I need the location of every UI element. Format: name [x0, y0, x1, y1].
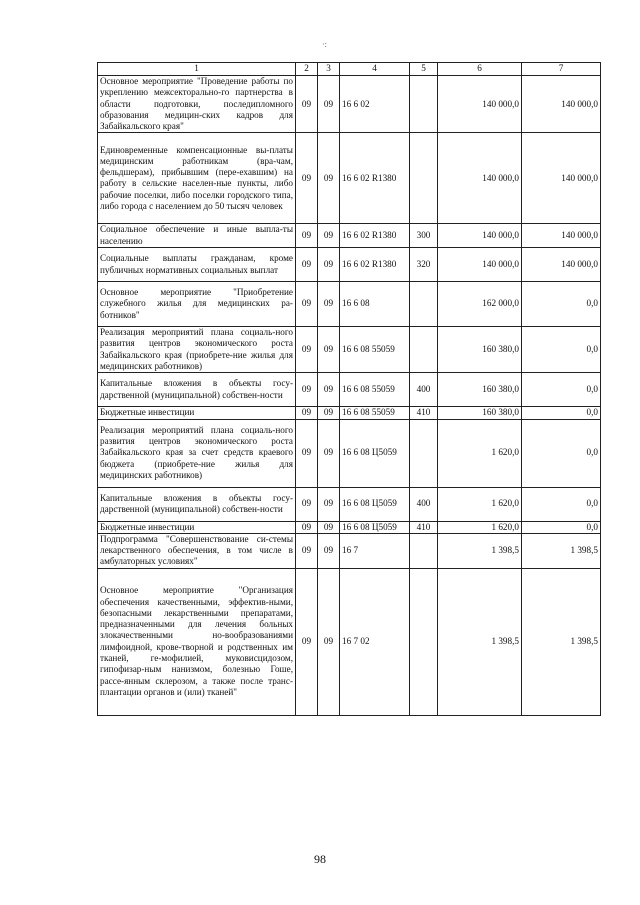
cell-target-code: 16 6 08 55059 — [340, 407, 410, 419]
cell-amount-2: 0,0 — [522, 282, 601, 327]
cell-amount-2: 140 000,0 — [522, 133, 601, 224]
cell-section: 09 — [296, 133, 318, 224]
row-name: Основное мероприятие "Организация обеспечения качественными, эффектив-ными, безопасными лекарственными препаратами, предназначенными для лечения больных злокачественными но-вообразованиями лимфоидной, крове-творной и родственных им тканей, ге-мофилией, муковисцидозом, гипофизар-ным нанизмом, болезнью Гоше, рассе-янным склерозом, а также после транс-плантации органов и (или) тканей" — [98, 568, 296, 715]
cell-target-code: 16 6 02 R1380 — [340, 224, 410, 248]
cell-amount-1: 140 000,0 — [438, 224, 522, 248]
cell-subsection: 09 — [318, 327, 340, 373]
cell-subsection: 09 — [318, 568, 340, 715]
cell-amount-2: 1 398,5 — [522, 568, 601, 715]
col-header-6: 6 — [438, 63, 522, 76]
col-header-1: 1 — [98, 63, 296, 76]
cell-section: 09 — [296, 373, 318, 407]
table-row — [98, 76, 601, 133]
row-name: Основное мероприятие "Проведение работы по укреплению межсекторально-го партнерства в области подготовки, последипломного образования медицин-ских кадров для Забайкальского края" — [98, 76, 296, 133]
cell-expense-type — [410, 282, 438, 327]
table-row — [98, 487, 601, 521]
row-name: Бюджетные инвестиции — [98, 521, 296, 533]
table-row — [98, 521, 601, 533]
cell-expense-type — [410, 76, 438, 133]
row-name: Социальное обеспечение и иные выпла-ты населению — [98, 224, 296, 248]
table-row — [98, 373, 601, 407]
table-row — [98, 248, 601, 282]
row-name: Капитальные вложения в объекты госу-дарственной (муниципальной) собствен-ности — [98, 373, 296, 407]
table-row — [98, 568, 601, 715]
cell-amount-2: 0,0 — [522, 407, 601, 419]
table-row — [98, 419, 601, 487]
table-row — [98, 133, 601, 224]
cell-subsection: 09 — [318, 282, 340, 327]
cell-expense-type: 400 — [410, 487, 438, 521]
cell-target-code: 16 6 08 55059 — [340, 327, 410, 373]
cell-amount-1: 140 000,0 — [438, 248, 522, 282]
cell-subsection: 09 — [318, 487, 340, 521]
cell-amount-2: 140 000,0 — [522, 248, 601, 282]
cell-amount-1: 1 620,0 — [438, 521, 522, 533]
cell-expense-type — [410, 533, 438, 568]
cell-subsection: 09 — [318, 248, 340, 282]
cell-subsection: 09 — [318, 76, 340, 133]
cell-amount-1: 160 380,0 — [438, 373, 522, 407]
cell-amount-1: 1 398,5 — [438, 568, 522, 715]
col-header-2: 2 — [296, 63, 318, 76]
cell-target-code: 16 6 08 — [340, 282, 410, 327]
scan-speck: ·: — [322, 40, 327, 49]
cell-target-code: 16 6 02 R1380 — [340, 248, 410, 282]
cell-amount-2: 0,0 — [522, 373, 601, 407]
header-row — [98, 63, 601, 76]
cell-amount-2: 0,0 — [522, 327, 601, 373]
row-name: Основное мероприятие "Приобретение служебного жилья для медицинских ра-ботников" — [98, 282, 296, 327]
table-row — [98, 327, 601, 373]
cell-target-code: 16 6 02 — [340, 76, 410, 133]
cell-expense-type: 410 — [410, 407, 438, 419]
cell-section: 09 — [296, 407, 318, 419]
cell-expense-type — [410, 133, 438, 224]
row-name: Социальные выплаты гражданам, кроме публичных нормативных социальных выплат — [98, 248, 296, 282]
cell-subsection: 09 — [318, 419, 340, 487]
cell-expense-type: 400 — [410, 373, 438, 407]
cell-amount-2: 0,0 — [522, 487, 601, 521]
row-name: Капитальные вложения в объекты госу-дарственной (муниципальной) собствен-ности — [98, 487, 296, 521]
budget-table — [97, 62, 601, 716]
cell-amount-1: 160 380,0 — [438, 407, 522, 419]
cell-section: 09 — [296, 521, 318, 533]
cell-amount-2: 140 000,0 — [522, 224, 601, 248]
cell-target-code: 16 7 — [340, 533, 410, 568]
row-name: Реализация мероприятий плана социаль-ного развития центров экономического роста Забайкальского края (приобрете-ние жилья для медицинских работников) — [98, 327, 296, 373]
cell-subsection: 09 — [318, 133, 340, 224]
cell-amount-1: 1 398,5 — [438, 533, 522, 568]
cell-subsection: 09 — [318, 407, 340, 419]
cell-subsection: 09 — [318, 224, 340, 248]
cell-expense-type — [410, 419, 438, 487]
table-row — [98, 224, 601, 248]
col-header-5: 5 — [410, 63, 438, 76]
cell-amount-1: 140 000,0 — [438, 133, 522, 224]
cell-amount-2: 1 398,5 — [522, 533, 601, 568]
cell-expense-type: 320 — [410, 248, 438, 282]
row-name: Единовременные компенсационные вы-платы медицинским работникам (вра-чам, фельдшерам), прибывшим (пере-ехавшим) на работу в сельские населен-ные пункты, либо рабочие поселки, либо поселки городского типа, либо города с населением до 50 тысяч человек — [98, 133, 296, 224]
cell-subsection: 09 — [318, 521, 340, 533]
cell-section: 09 — [296, 248, 318, 282]
cell-expense-type: 300 — [410, 224, 438, 248]
cell-section: 09 — [296, 282, 318, 327]
table-row — [98, 282, 601, 327]
cell-target-code: 16 6 08 Ц5059 — [340, 487, 410, 521]
cell-amount-2: 140 000,0 — [522, 76, 601, 133]
cell-section: 09 — [296, 224, 318, 248]
cell-amount-1: 140 000,0 — [438, 76, 522, 133]
cell-target-code: 16 7 02 — [340, 568, 410, 715]
cell-target-code: 16 6 08 55059 — [340, 373, 410, 407]
cell-section: 09 — [296, 487, 318, 521]
cell-amount-1: 160 380,0 — [438, 327, 522, 373]
cell-target-code: 16 6 08 Ц5059 — [340, 419, 410, 487]
cell-expense-type — [410, 568, 438, 715]
cell-amount-2: 0,0 — [522, 419, 601, 487]
cell-section: 09 — [296, 533, 318, 568]
col-header-4: 4 — [340, 63, 410, 76]
cell-expense-type — [410, 327, 438, 373]
cell-subsection: 09 — [318, 373, 340, 407]
cell-section: 09 — [296, 327, 318, 373]
row-name: Бюджетные инвестиции — [98, 407, 296, 419]
cell-amount-1: 1 620,0 — [438, 487, 522, 521]
table-row — [98, 533, 601, 568]
cell-section: 09 — [296, 76, 318, 133]
cell-target-code: 16 6 08 Ц5059 — [340, 521, 410, 533]
col-header-3: 3 — [318, 63, 340, 76]
cell-subsection: 09 — [318, 533, 340, 568]
cell-amount-1: 1 620,0 — [438, 419, 522, 487]
page-number: 98 — [314, 852, 326, 866]
cell-target-code: 16 6 02 R1380 — [340, 133, 410, 224]
cell-section: 09 — [296, 419, 318, 487]
cell-expense-type: 410 — [410, 521, 438, 533]
table-row — [98, 407, 601, 419]
cell-section: 09 — [296, 568, 318, 715]
row-name: Подпрограмма "Совершенствование си-стемы лекарственного обеспечения, в том числе в амбулаторных условиях" — [98, 533, 296, 568]
cell-amount-2: 0,0 — [522, 521, 601, 533]
row-name: Реализация мероприятий плана социаль-ного развития центров экономического роста Забайкальского края за счет средств краевого бюджета (приобрете-ние жилья для медицинских работников) — [98, 419, 296, 487]
cell-amount-1: 162 000,0 — [438, 282, 522, 327]
col-header-7: 7 — [522, 63, 601, 76]
